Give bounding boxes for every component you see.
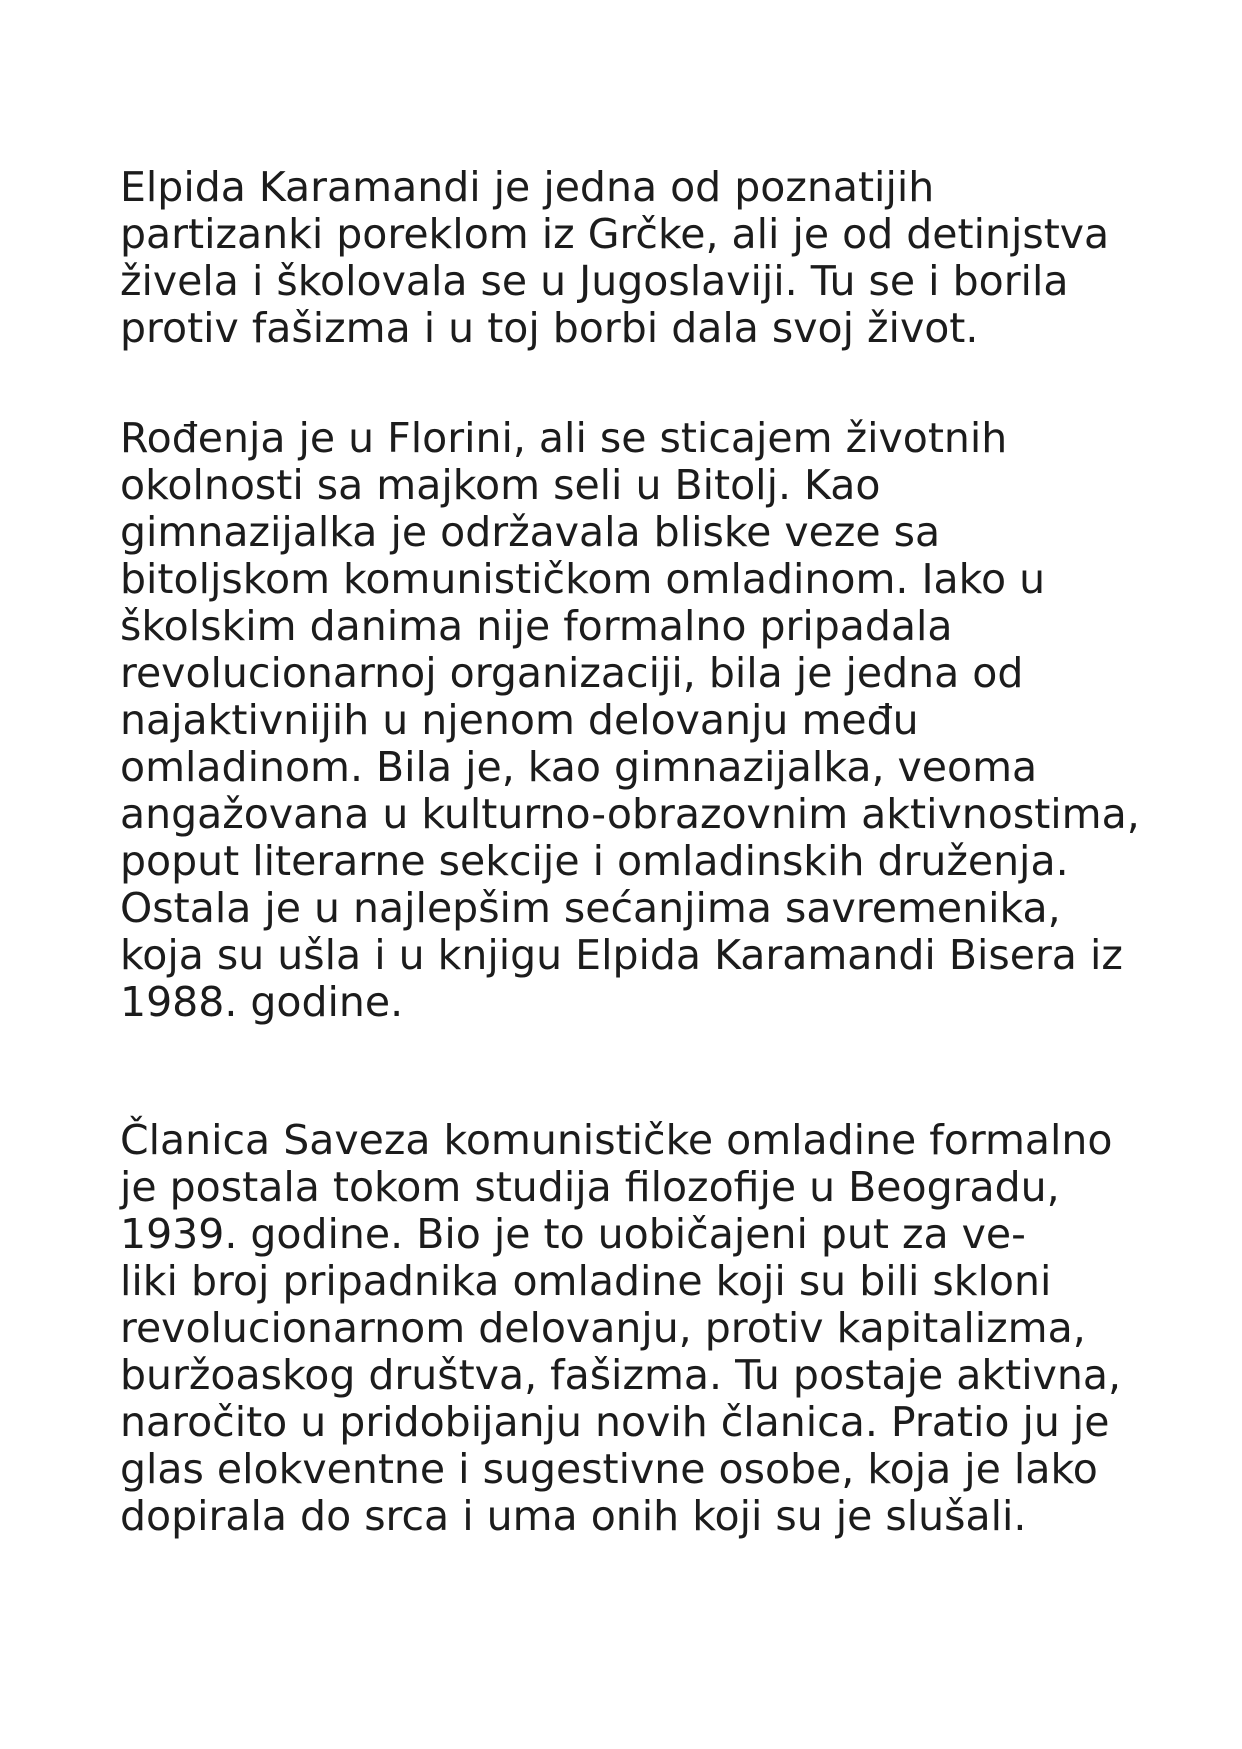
text-line: omladinom. Bila je, kao gimnazijalka, veoma xyxy=(120,743,1038,791)
text-line: školskim danima nije formalno pripadala xyxy=(120,602,953,650)
text-line: naročito u pridobijanju novih članica. Pratio ju je xyxy=(120,1398,1110,1446)
text-line: 1988. godine. xyxy=(120,978,404,1026)
text-line: koja su ušla i u knjigu Elpida Karamandi Bisera iz xyxy=(120,931,1123,979)
paragraph-2 xyxy=(120,415,1180,1026)
text-line: bitoljskom komunističkom omladinom. Iako u xyxy=(120,555,1046,603)
text-line: 1939. godine. Bio je to uobičajeni put za ve- xyxy=(120,1210,1026,1258)
text-line: protiv fašizma i u toj borbi dala svoj život. xyxy=(120,304,979,352)
text-line: živela i školovala se u Jugoslaviji. Tu se i borila xyxy=(120,257,1069,305)
text-line: liki broj pripadnika omladine koji su bili skloni xyxy=(120,1257,1052,1305)
text-line: poput literarne sekcije i omladinskih druženja. xyxy=(120,837,1069,885)
paragraph-3 xyxy=(120,1117,1180,1540)
text-line: angažovana u kulturno-obrazovnim aktivnostima, xyxy=(120,790,1140,838)
text-line: Članica Saveza komunističke omladine formalno xyxy=(120,1116,1113,1164)
paragraph-1 xyxy=(120,164,1180,352)
text-line: buržoaskog društva, fašizma. Tu postaje aktivna, xyxy=(120,1351,1121,1399)
text-line: Rođenja je u Florini, ali se sticajem životnih xyxy=(120,414,1008,462)
text-line: revolucionarnom delovanju, protiv kapitalizma, xyxy=(120,1304,1086,1352)
text-line: partizanki poreklom iz Grčke, ali je od detinjstva xyxy=(120,210,1110,258)
text-line: gimnazijalka je održavala bliske veze sa xyxy=(120,508,941,556)
text-line: revolucionarnoj organizaciji, bila je jedna od xyxy=(120,649,1024,697)
text-line: Elpida Karamandi je jedna od poznatijih xyxy=(120,163,935,211)
text-line: dopirala do srca i uma onih koji su je slušali. xyxy=(120,1492,1027,1540)
text-line: je postala tokom studija filozofije u Beogradu, xyxy=(120,1163,1060,1211)
text-line: najaktivnijih u njenom delovanju među xyxy=(120,696,919,744)
text-line: Ostala je u najlepšim sećanjima savremenika, xyxy=(120,884,1061,932)
text-line: glas elokventne i sugestivne osobe, koja je lako xyxy=(120,1445,1098,1493)
text-line: okolnosti sa majkom seli u Bitolj. Kao xyxy=(120,461,881,509)
